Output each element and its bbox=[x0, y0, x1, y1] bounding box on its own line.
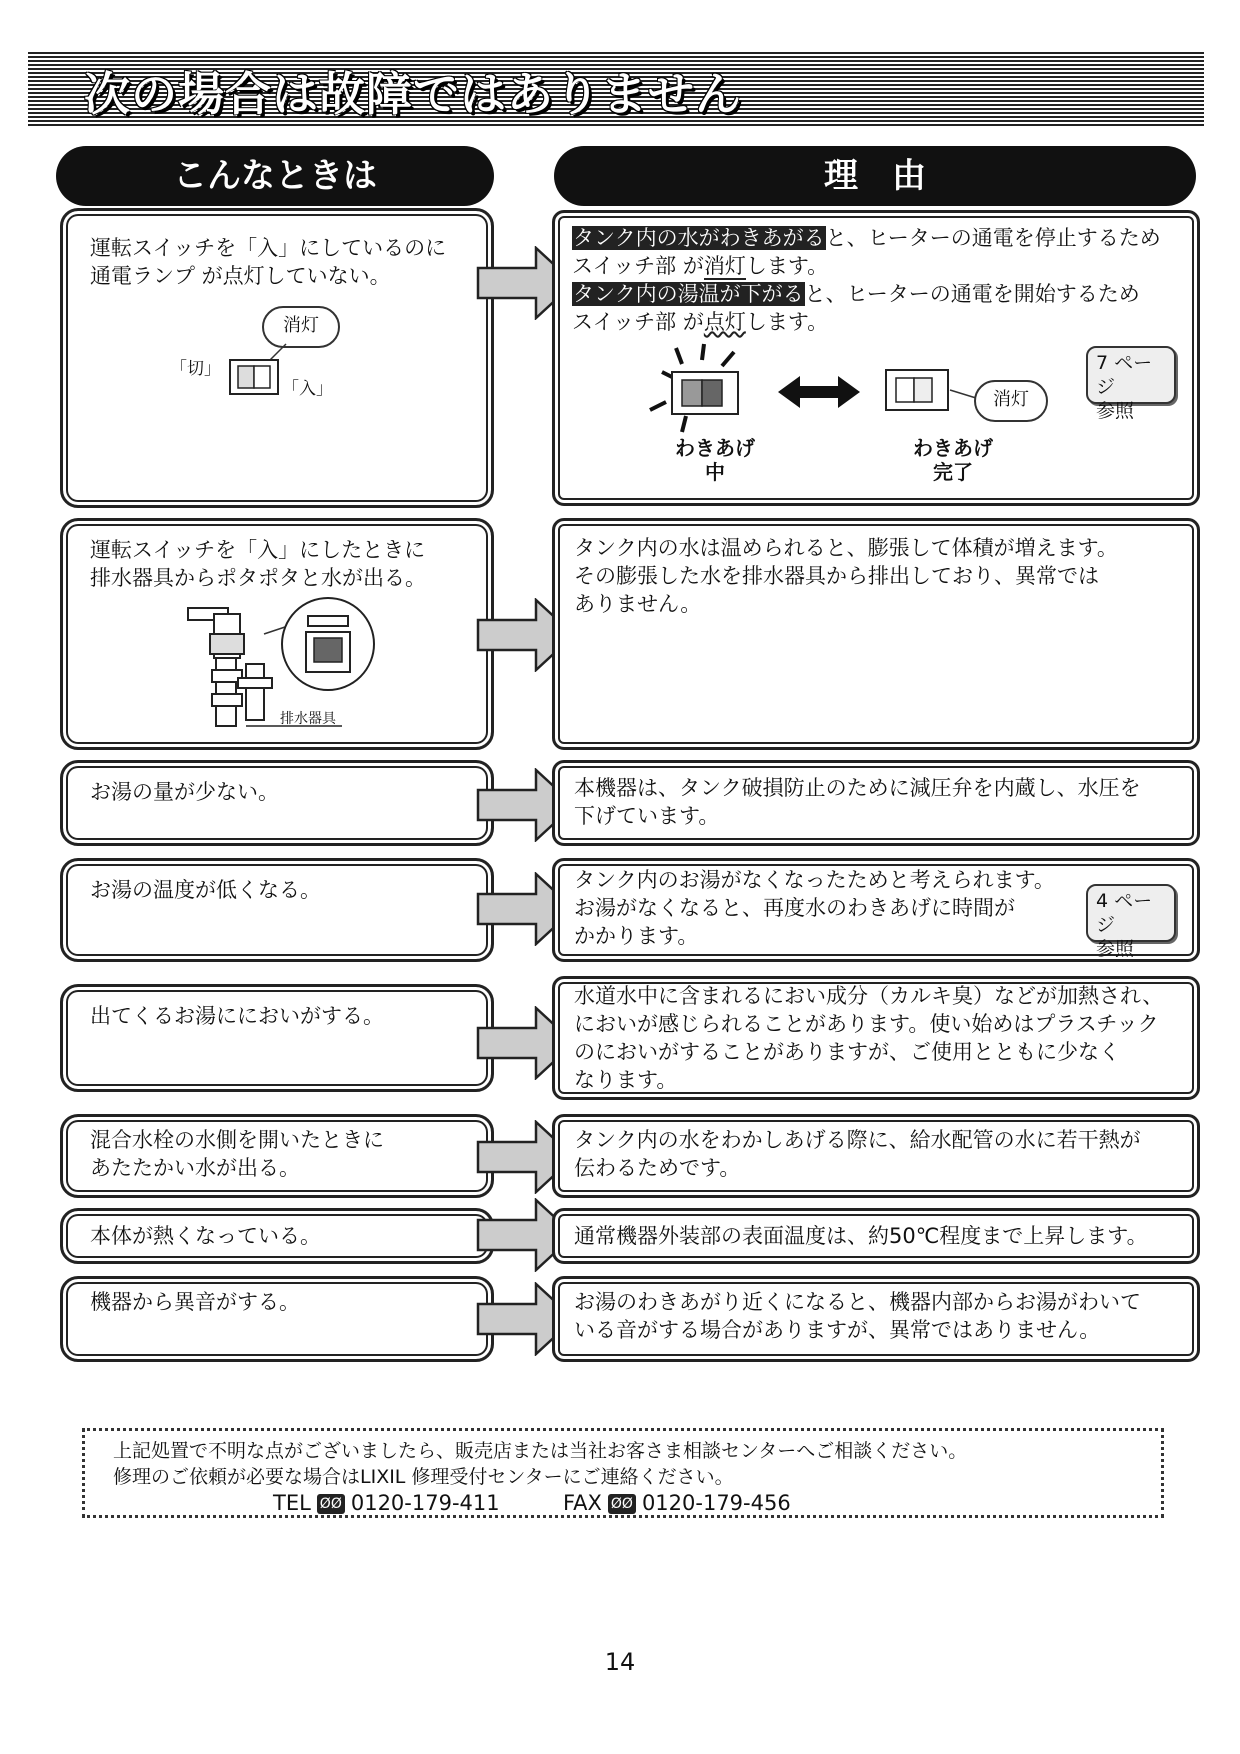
symptom-6-line-1: 混合水栓の水側を開いたときに bbox=[90, 1128, 384, 1152]
reason-2-line-3: ありません。 bbox=[574, 592, 702, 616]
symptom-6-line-2: あたたかい水が出る。 bbox=[90, 1156, 300, 1180]
reason-1-line-1-rest: と、ヒーターの通電を停止するため bbox=[825, 226, 1161, 250]
reason-1-line-2 bbox=[572, 252, 828, 280]
symptom-1-line-1: 運転スイッチを「入」にしているのに bbox=[90, 236, 447, 260]
title-bar bbox=[28, 52, 1204, 128]
page-number: 14 bbox=[604, 1648, 636, 1676]
highlight-temp-drop: タンク内の湯温が下がる bbox=[573, 282, 804, 306]
reason-5-line-4: なります。 bbox=[574, 1068, 678, 1092]
tel-number: 0120-179-411 bbox=[350, 1491, 500, 1515]
reason-1-line-3 bbox=[572, 280, 1140, 308]
highlight-water-heating: タンク内の水がわきあがる bbox=[573, 226, 825, 250]
reason-8-line-2: いる音がする場合がありますが、異常ではありません。 bbox=[574, 1318, 1101, 1342]
symptom-5-line-1: 出てくるお湯ににおいがする。 bbox=[90, 1004, 384, 1028]
label-heating-done bbox=[898, 436, 1008, 484]
tel-label: TEL bbox=[273, 1491, 311, 1515]
footer-line-2: 修理のご依頼が必要な場合はLIXIL 修理受付センターにご連絡ください。 bbox=[113, 1466, 734, 1488]
label-heating bbox=[660, 436, 770, 484]
reason-2-line-2: その膨張した水を排水器具から排出しており、異常では bbox=[574, 564, 1099, 588]
column-header-symptom: こんなときは bbox=[56, 146, 494, 206]
footer-line-1: 上記処置で不明な点がございましたら、販売店または当社お客さま相談センターへご相談ください。 bbox=[113, 1440, 968, 1462]
reason-3-line-2: 下げています。 bbox=[574, 804, 720, 828]
symptom-box-5 bbox=[60, 984, 494, 1092]
reason-5-line-1: 水道水中に含まれるにおい成分（カルキ臭）などが加熱され、 bbox=[574, 984, 1164, 1008]
balloon-off-right: 消灯 bbox=[974, 380, 1048, 422]
reason-5-line-3: のにおいがすることがありますが、ご使用とともに少なく bbox=[574, 1040, 1120, 1064]
reason-1-line-3-rest: と、ヒーターの通電を開始するため bbox=[804, 282, 1140, 306]
freedial-icon: ØØ bbox=[608, 1494, 636, 1514]
page-title: 次の場合は故障ではありません bbox=[84, 67, 742, 121]
symptom-3-line-1: お湯の量が少ない。 bbox=[90, 780, 279, 804]
reason-4-line-1: タンク内のお湯がなくなったためと考えられます。 bbox=[574, 868, 1055, 892]
symptom-box-4 bbox=[60, 858, 494, 962]
reason-6-line-1: タンク内の水をわかしあげる際に、給水配管の水に若干熱が bbox=[574, 1128, 1141, 1152]
reason-1-line-2-c: します。 bbox=[745, 254, 829, 278]
label-heating-1: わきあげ bbox=[675, 436, 755, 460]
label-done-2: 完了 bbox=[933, 460, 973, 484]
fax-label: FAX bbox=[562, 1491, 602, 1515]
reason-4-line-2: お湯がなくなると、再度水のわきあげに時間が bbox=[574, 896, 1015, 920]
reason-4-line-3: かかります。 bbox=[574, 924, 699, 948]
drain-fitting-illustration bbox=[176, 594, 376, 734]
fax-number: 0120-179-456 bbox=[641, 1491, 791, 1515]
page-ref-7-page: 7 ページ bbox=[1096, 352, 1153, 398]
switch-on-label: 「入」 bbox=[282, 379, 333, 399]
reason-1-line-4-a: スイッチ部 が bbox=[572, 310, 704, 334]
reason-1-line-4 bbox=[572, 308, 828, 336]
symptom-2-line-2: 排水器具からポタポタと水が出る。 bbox=[90, 566, 426, 590]
switch-lit-icon bbox=[650, 344, 738, 432]
contact-footer bbox=[82, 1428, 1164, 1518]
page-ref-7 bbox=[1086, 346, 1176, 422]
page-ref-4 bbox=[1086, 884, 1176, 960]
label-done-1: わきあげ bbox=[913, 436, 993, 460]
drain-fitting-label: 排水器具 bbox=[280, 711, 336, 727]
double-arrow-icon bbox=[778, 376, 860, 408]
label-heating-2: 中 bbox=[705, 460, 725, 484]
reason-2-line-1: タンク内の水は温められると、膨張して体積が増えます。 bbox=[574, 536, 1118, 560]
footer-tel-line bbox=[273, 1489, 791, 1517]
symptom-1-line-2: 通電ランプ が点灯していない。 bbox=[90, 264, 391, 288]
symptom-7-line-1: 本体が熱くなっている。 bbox=[90, 1224, 321, 1248]
column-header-reason: 理 由 bbox=[554, 146, 1196, 206]
symptom-2-line-1: 運転スイッチを「入」にしたときに bbox=[90, 538, 426, 562]
page-ref-4-see: 参照 bbox=[1096, 938, 1135, 960]
switch-off-label: 「切」 bbox=[170, 359, 221, 379]
page-ref-7-see: 参照 bbox=[1096, 400, 1135, 422]
reason-1-on-word: 点灯 bbox=[703, 310, 746, 334]
symptom-4-line-1: お湯の温度が低くなる。 bbox=[90, 878, 321, 902]
freedial-icon: ØØ bbox=[317, 1494, 345, 1514]
page-ref-4-page: 4 ページ bbox=[1096, 890, 1153, 936]
symptom-8-line-1: 機器から異音がする。 bbox=[90, 1290, 300, 1314]
reason-8-line-1: お湯のわきあがり近くになると、機器内部からお湯がわいて bbox=[574, 1290, 1141, 1314]
reason-1-off-word: 消灯 bbox=[703, 254, 746, 278]
reason-7-line-1: 通常機器外装部の表面温度は、約50℃程度まで上昇します。 bbox=[574, 1224, 1148, 1248]
reason-5-line-2: においが感じられることがあります。使い始めはプラスチック bbox=[574, 1012, 1159, 1036]
balloon-off-left: 消灯 bbox=[262, 306, 340, 348]
reason-3-line-1: 本機器は、タンク破損防止のために減圧弁を内蔵し、水圧を bbox=[574, 776, 1141, 800]
reason-1-line-2-a: スイッチ部 が bbox=[572, 254, 704, 278]
reason-1-line-1 bbox=[572, 224, 1161, 252]
switch-unlit-icon bbox=[886, 370, 976, 410]
reason-1-line-4-c: します。 bbox=[745, 310, 829, 334]
reason-6-line-2: 伝わるためです。 bbox=[574, 1156, 741, 1180]
